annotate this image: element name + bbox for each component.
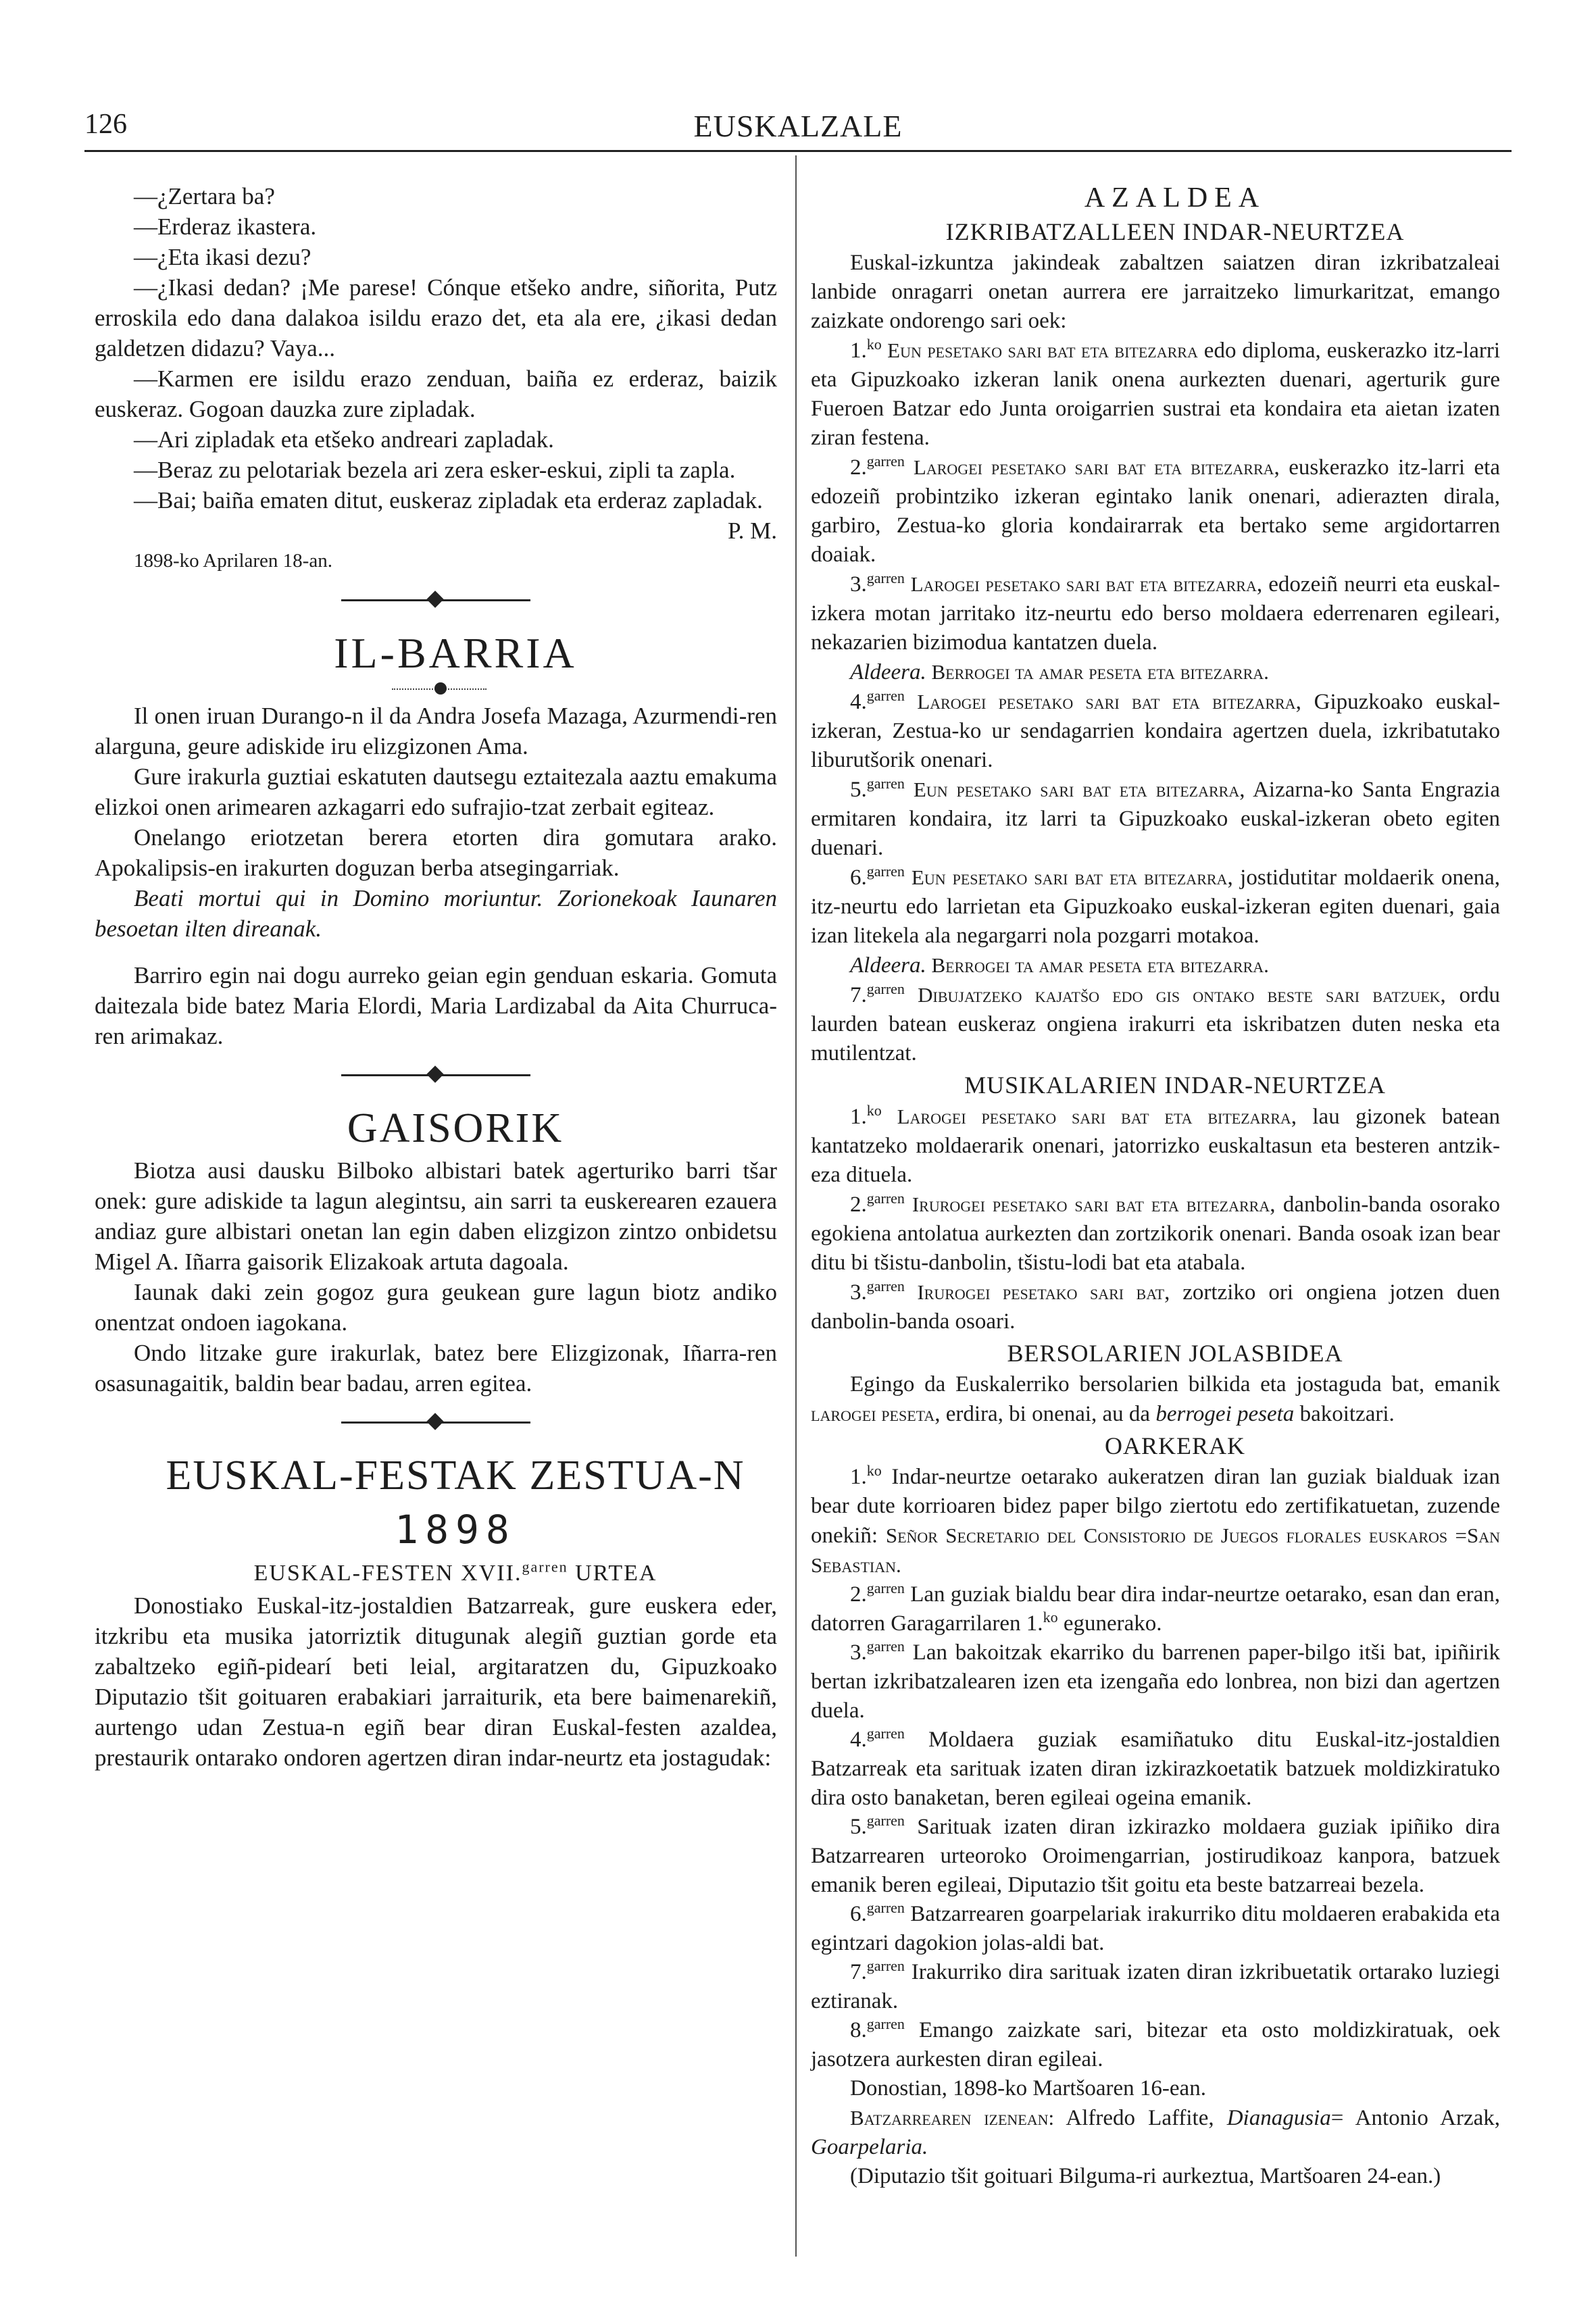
- festak-year: 1898: [395, 1507, 516, 1553]
- ilbarria-paragraph: Gure irakurla guztiai eskatuten dautsegu eztaitezala aaztu emakuma elizkoi onen arimearen azkagarri edo sufrajio-tzat zerbait egiteaz.: [95, 763, 777, 820]
- item-number: 5.: [850, 1815, 867, 1839]
- izkri-prize-item: [811, 453, 1500, 570]
- item-ordinal: garren: [866, 2015, 905, 2032]
- izkri-heading: IZKRIBATZALLEEN INDAR-NEURTZEA: [945, 218, 1405, 245]
- item-number: 3.: [850, 572, 867, 597]
- oarkerak-item: [811, 1900, 1500, 1958]
- item-ordinal: garren: [866, 1638, 905, 1655]
- item-text: , danbolin-banda osorako egokiena antolatua aurkezten dan zortzikorik onenari. Banda osoak izan bear ditu bi tšistu-danbolin, tšistu-lodi bat eta atabala.: [811, 1192, 1500, 1275]
- dialogue-line: —Karmen ere isildu erazo zenduan, baiña ez erderaz, baizik euskeraz. Gogoan dauzka zure zipladak.: [95, 366, 777, 422]
- prize-amount: Berrogei ta amar peseta eta bitezarra.: [926, 660, 1269, 684]
- item-number: 5.: [850, 778, 867, 802]
- item-text: , euskerazko itz-larri eta edozeiñ probintziko izkeran egintako lanik onenari, adierazten dirala, garbiro, Zestua-ko gloria kondairarrak eta bertako seme argidortarren doaiak.: [811, 455, 1500, 567]
- item-text: , Gipuzkoako euskal-izkeran, Zestua-ko ur sendagarrien kondaira agertzen duela, izkribatutako liburutšorik onenari.: [811, 690, 1500, 772]
- masthead-title: EUSKALZALE: [693, 109, 903, 143]
- item-ordinal: ko: [866, 1462, 882, 1479]
- item-ordinal: garren: [866, 1278, 905, 1294]
- prize-amount: Dibujatzeko kajatšo edo gis ontako beste sari batzuek: [904, 983, 1441, 1007]
- azaldea-heading: AZALDEA: [1084, 182, 1266, 213]
- column-divider: [795, 155, 797, 2257]
- dialogue-line: —¿Eta ikasi dezu?: [134, 244, 311, 270]
- item-number: 8.: [850, 2018, 867, 2042]
- item-ordinal: garren: [866, 980, 905, 997]
- ilbarria-paragraph: Barriro egin nai dogu aurreko geian egin genduan eskaria. Gomuta daitezala bide batez Maria Elordi, Maria Lardizabal da Aita Churruca-ren arimakaz.: [95, 962, 777, 1049]
- prize-amount: Eun pesetako sari bat eta bitezarra: [904, 778, 1240, 801]
- closing-date: Donostian, 1898-ko Martšoaren 16-ean.: [850, 2076, 1206, 2101]
- dialogue-line: —Beraz zu pelotariak bezela ari zera esker-eskui, zipli ta zapla.: [134, 457, 736, 483]
- section-ornament: [95, 1066, 777, 1084]
- izkri-prize-item: [811, 336, 1500, 453]
- item-number: 4.: [850, 690, 867, 714]
- item-number: 7.: [850, 1960, 867, 1984]
- oarkerak-item: [811, 1813, 1500, 1900]
- item-ordinal: ko: [866, 1102, 882, 1119]
- musika-prize-item: [811, 1102, 1500, 1190]
- musika-prize-item: [811, 1190, 1500, 1278]
- item-ordinal: garren: [866, 570, 905, 586]
- prize-amount: Larogei pesetako sari bat eta bitezarra: [881, 1105, 1291, 1128]
- item-text: Moldaera guziak esamiñatuko ditu Euskal-itz-jostaldien Batzarreak eta sarituak izaten diran izkirazkoetatik batzuek moldizkiratuko dira osto banaketan, beren egileai ogeina emanik.: [811, 1728, 1500, 1810]
- oarkerak-item: [811, 1958, 1500, 2016]
- item-text: Irakurriko dira sarituak izaten diran izkribuetatik ortarako luziegi eztiranak.: [811, 1960, 1500, 2013]
- item-text: Sarituak izaten diran izkirazko moldaera guziak ipiñiko dira Batzarrearen urteoroko Oroimengarrian, jostirudikoaz kanpora, batzuek emanik beren egileai, Diputazio tšit goitu eta beste batzarreai bezela.: [811, 1815, 1500, 1897]
- prize-amount: Larogei pesetako sari bat eta bitezarra: [904, 572, 1257, 596]
- item-text: egunerako.: [1057, 1611, 1162, 1636]
- item-text: , zortziko ori ongiena jotzen duen danbolin-banda osoari.: [811, 1280, 1500, 1334]
- section-ornament: [95, 591, 777, 609]
- dialogue-line: —Ari zipladak eta etšeko andreari zapladak.: [134, 426, 554, 453]
- item-text: Lan bakoitzak ekarriko du barrenen paper-bilgo itši bat, ipiñirik bertan izkribatzalearen izen eta izengaña edo lonbrea, non bizi dan agertzen duela.: [811, 1640, 1500, 1723]
- gaisorik-paragraph: Ondo litzake gure irakurlak, batez bere Elizgizonak, Iñarra-ren osasunagaitik, baldin bear badau, arren egitea.: [95, 1340, 777, 1397]
- oarkerak-item: [811, 1463, 1500, 1580]
- item-text: Batzarrearen goarpelariak irakurriko ditu moldaeren erabakida eta egintzari dagokion jolas-aldi bat.: [811, 1902, 1500, 1955]
- item-ordinal: garren: [866, 687, 905, 704]
- item-text: Emango zaizkate sari, bitezar eta osto moldizkiratuak, oek jasotzera aurkesten diran egileai.: [811, 2018, 1500, 2071]
- item-text: edo diploma, euskerazko itz-larri eta Gipuzkoako izkeran lanik onena aurkezten duenari, agerturik gure Fueroen Batzar edo Junta oroigarrien sustrai eta kondaira eta aietan izaten ziran festena.: [811, 338, 1501, 450]
- item-text: , edozeiñ neurri eta euskal-izkera motan jarritako itz-neurtu edo berso moldaera ederrenaren egileari, nekazarien bizimodua kantatzen duela.: [811, 572, 1500, 655]
- item-number: 6.: [850, 865, 867, 890]
- dialogue-line: —Bai; baiña ematen ditut, euskeraz zipladak eta erderaz zapladak.: [134, 487, 763, 513]
- gaisorik-heading: GAISORIK: [347, 1105, 564, 1151]
- dialogue-line: —¿Zertara ba?: [134, 183, 275, 209]
- item-number: 3.: [850, 1280, 867, 1305]
- musika-heading: MUSIKALARIEN INDAR-NEURTZEA: [964, 1072, 1386, 1099]
- gaisorik-paragraph: Iaunak daki zein gogoz gura geukean gure lagun biotz andiko onentzat ondoen iagokana.: [95, 1279, 777, 1336]
- item-text: , ordu laurden batean euskeraz ongiena irakurri eta iskribatzen duten neska eta mutilentzat.: [811, 983, 1500, 1065]
- item-text: , Aizarna-ko Santa Engrazia ermitaren kondaira, itz larri ta Gipuzkoako euskal-izkeran obeto egiten duenari.: [811, 778, 1500, 860]
- closing-signatures: Batzarrearen izenean: Alfredo Laffite, Dianagusia= Antonio Arzak, Goarpelaria.: [811, 2106, 1500, 2159]
- item-number: 3.: [850, 1640, 867, 1665]
- dialogue-line: —¿Ikasi dedan? ¡Me parese! Cónque etšeko andre, siñorita, Putz erroskila edo dana dalakoa isildu erazo det, eta ala ere, ¿ikasi dedan galdetzen didazu? Vaya...: [95, 274, 777, 361]
- page-header: [84, 101, 1512, 149]
- festak-subtitle: EUSKAL-FESTEN XVII.$^{garren}$ URTEA: [253, 1558, 657, 1586]
- festak-heading: EUSKAL-FESTAK ZESTUA-N: [166, 1453, 745, 1499]
- gaisorik-paragraph: Biotza ausi dausku Bilboko albistari batek agerturiko barri tšar onek: gure adiskide ta lagun alegintsu, ain sarri ta euskerearen ezauera andiaz gure albistari onetan lan egin daben elizgizon zintzo onbidetsu Migel A. Iñarra gaisorik Elizakoak artuta dagoala.: [95, 1157, 777, 1275]
- item-number: 1.: [850, 1105, 867, 1129]
- prize-amount: Eun pesetako sari bat eta bitezarra: [881, 338, 1198, 362]
- header-rule: [84, 150, 1512, 152]
- izkri-prize-item: [811, 687, 1500, 775]
- izkri-prize-list: [811, 336, 1500, 1068]
- heading-ornament: [95, 680, 777, 701]
- item-ordinal: garren: [866, 1957, 905, 1974]
- alde-label: Aldeera.: [850, 953, 926, 978]
- item-text: , jostidutitar moldaerik onena, itz-neurtu edo larrietan eta Gipuzkoako euskal-izkeran egiten duenari, gaia izan litekela ala negargarri nola pozgarri motakoa.: [811, 865, 1500, 948]
- item-number: 6.: [850, 1902, 867, 1926]
- item-number: 2.: [850, 455, 867, 480]
- item-text: Lan guziak bialdu bear dira indar-neurtze oetarako, esan dan eran, datorren Garagarrilaren 1.: [811, 1582, 1500, 1636]
- berso-heading: BERSOLARIEN JOLASBIDEA: [1007, 1340, 1343, 1367]
- izkri-prize-item: [811, 863, 1500, 951]
- item-ordinal: ko: [1043, 1609, 1058, 1626]
- festak-paragraph: Donostiako Euskal-itz-jostaldien Batzarreak, gure euskera eder, itzkribu eta musika jatorriztik ditugunak alegiñ guztian gorde eta zabaltzeko egiñ-pidearí beti leial, argitaratzen du, Gipuzkoako Diputazio tšit goituaren erabakiari jarraiturik, eta bere baimenarekiñ, aurtengo udan Zestua-n egiñ bear diran Euskal-festen azaldea, prestaurik ontarako ondoren agertzen diran indar-neurtz eta jostagudak:: [95, 1592, 777, 1771]
- prize-amount: Irurogei pesetako sari bat eta bitezarra: [904, 1192, 1270, 1216]
- item-ordinal: garren: [866, 1190, 905, 1207]
- prize-amount: Larogei pesetako sari bat eta bitezarra: [904, 455, 1274, 479]
- izkri-intro: Euskal-izkuntza jakindeak zabaltzen saiatzen diran izkribatzaleai lanbide onragarri onetan aurrera ere jarraitzeko limurkaritzat, emango zaizkate ondorengo sari oek:: [811, 251, 1500, 333]
- item-text: Indar-neurtze oetarako aukeratzen diran lan guziak bialduak izan bear dute korrioaren bidez paper bilgo ziertotu edo zertifikatuetan, zuzende onekiñ:: [811, 1465, 1500, 1548]
- ilbarria-heading: IL-BARRIA: [334, 629, 577, 677]
- item-ordinal: garren: [866, 1725, 905, 1742]
- article-date: 1898-ko Aprilaren 18-an.: [134, 550, 332, 572]
- page-number: 126: [84, 109, 127, 140]
- item-ordinal: garren: [866, 1899, 905, 1916]
- oarkerak-list: [811, 1463, 1500, 2074]
- dialogue-line: —Erderaz ikastera.: [134, 213, 317, 240]
- item-number: 2.: [850, 1582, 867, 1607]
- item-number: 2.: [850, 1192, 867, 1217]
- item-number: 1.: [850, 338, 867, 363]
- closing-note: (Diputazio tšit goituari Bilguma-ri aurkeztua, Martšoaren 24-ean.): [850, 2164, 1441, 2188]
- section-ornament: [95, 1413, 777, 1431]
- ilbarria-paragraph: Beati mortui qui in Domino moriuntur. Zorionekoak Iaunaren besoetan ilten direanak.: [95, 885, 777, 942]
- izkri-prize-item: [811, 980, 1500, 1068]
- item-text: , lau gizonek batean kantatzeko moldaerarik onenari, jatorrizko euskaltasun eta besteren antzik-eza dituela.: [811, 1105, 1501, 1187]
- prize-amount: Berrogei ta amar peseta eta bitezarra.: [926, 953, 1269, 977]
- prize-amount: Irurogei pesetako sari bat: [904, 1280, 1165, 1304]
- alde-label: Aldeera.: [850, 660, 926, 684]
- ilbarria-paragraph: Onelango eriotzetan berera etorten dira gomutara arako. Apokalipsis-en irakurten doguzan berba atsegingarriak.: [95, 824, 777, 881]
- oarkerak-item: [811, 1726, 1500, 1813]
- item-ordinal: garren: [866, 863, 905, 880]
- item-ordinal: garren: [866, 1580, 905, 1596]
- right-column: [811, 181, 1500, 2191]
- item-ordinal: garren: [866, 453, 905, 470]
- item-ordinal: garren: [866, 775, 905, 792]
- prize-amount: Larogei pesetako sari bat eta bitezarra: [904, 690, 1296, 713]
- izkri-prize-item: [811, 775, 1500, 863]
- oarkerak-item: [811, 1638, 1500, 1726]
- berso-paragraph: Egingo da Euskalerriko bersolarien bilkida eta jostaguda bat, emanik larogei peseta, erdira, bi onenai, au da berrogei peseta bakoitzari.: [811, 1372, 1500, 1426]
- item-number: 4.: [850, 1728, 867, 1752]
- prize-amount: Eun pesetako sari bat eta bitezarra: [904, 865, 1228, 889]
- oarkerak-item: [811, 2016, 1500, 2074]
- address-text: Señor Secretario del Consistorio de Juegos florales euskaros =San Sebastian.: [811, 1524, 1500, 1577]
- item-number: 1.: [850, 1465, 867, 1489]
- item-ordinal: garren: [866, 1812, 905, 1829]
- izkri-prize-item: [811, 951, 1500, 980]
- item-number: 7.: [850, 983, 867, 1007]
- ilbarria-paragraph: Il onen iruan Durango-n il da Andra Josefa Mazaga, Azurmendi-ren alarguna, geure adiskide iru elizgizonen Ama.: [95, 703, 777, 759]
- oarkerak-item: [811, 1580, 1500, 1638]
- musika-prize-item: [811, 1278, 1500, 1336]
- author-signature: P. M.: [728, 518, 777, 544]
- izkri-prize-item: [811, 657, 1500, 687]
- musika-prize-list: [811, 1102, 1500, 1336]
- left-column: [95, 181, 777, 1773]
- oarkerak-heading: OARKERAK: [1104, 1432, 1245, 1459]
- izkri-prize-item: [811, 570, 1500, 657]
- item-ordinal: ko: [866, 336, 882, 353]
